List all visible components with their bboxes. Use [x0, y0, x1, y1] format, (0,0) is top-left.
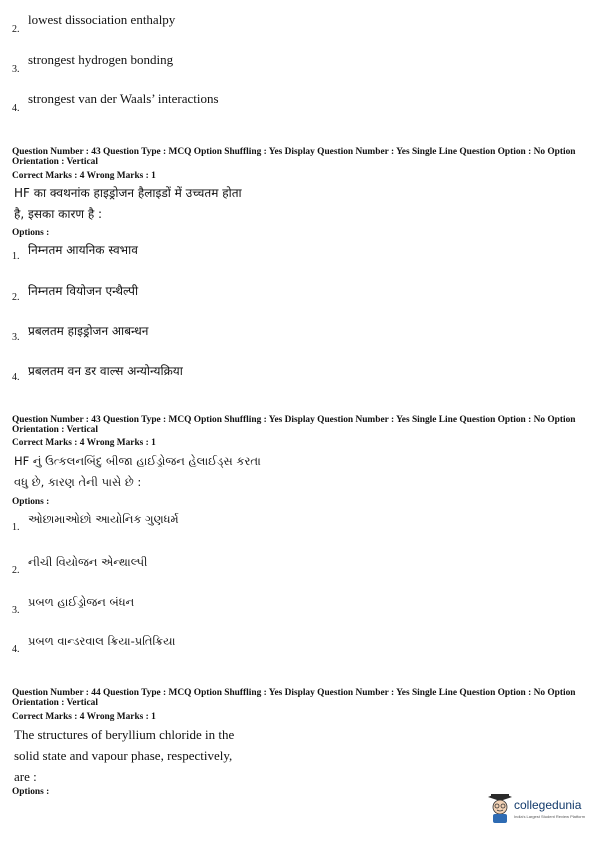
question-text: HF નું ઉત્કલનબિંદુ બીજા હાઈડ્રોજન હેલાઈડ્સ કરતા વધુ છે, કારણ તેની પાસે છે :	[14, 454, 261, 489]
question-meta: Question Number : 44 Question Type : MCQ Option Shuffling : Yes Display Question Number : Yes Single Line Question Option : No Option Orientation : Vertical	[12, 688, 576, 708]
marks-info: Correct Marks : 4 Wrong Marks : 1	[12, 438, 156, 448]
student-mascot-icon	[488, 794, 512, 824]
marks-info: Correct Marks : 4 Wrong Marks : 1	[12, 712, 156, 722]
marks-info: Correct Marks : 4 Wrong Marks : 1	[12, 171, 156, 181]
collegedunia-logo: collegedunia India's Largest Student Review Platform	[488, 792, 588, 832]
question-text: HF का क्वथनांक हाइड्रोजन हैलाइडों में उच्चतम होता है, इसका कारण है :	[14, 186, 242, 221]
question-text: The structures of beryllium chloride in the solid state and vapour phase, respectively, are :	[14, 727, 235, 784]
question-meta: Question Number : 43 Question Type : MCQ Option Shuffling : Yes Display Question Number : Yes Single Line Question Option : No Option Orientation : Vertical	[12, 147, 576, 167]
options-label: Options :	[12, 787, 50, 797]
question-meta: Question Number : 43 Question Type : MCQ Option Shuffling : Yes Display Question Number : Yes Single Line Question Option : No Option Orientation : Vertical	[12, 415, 576, 435]
options-label: Options :	[12, 228, 50, 238]
options-label: Options :	[12, 497, 50, 507]
